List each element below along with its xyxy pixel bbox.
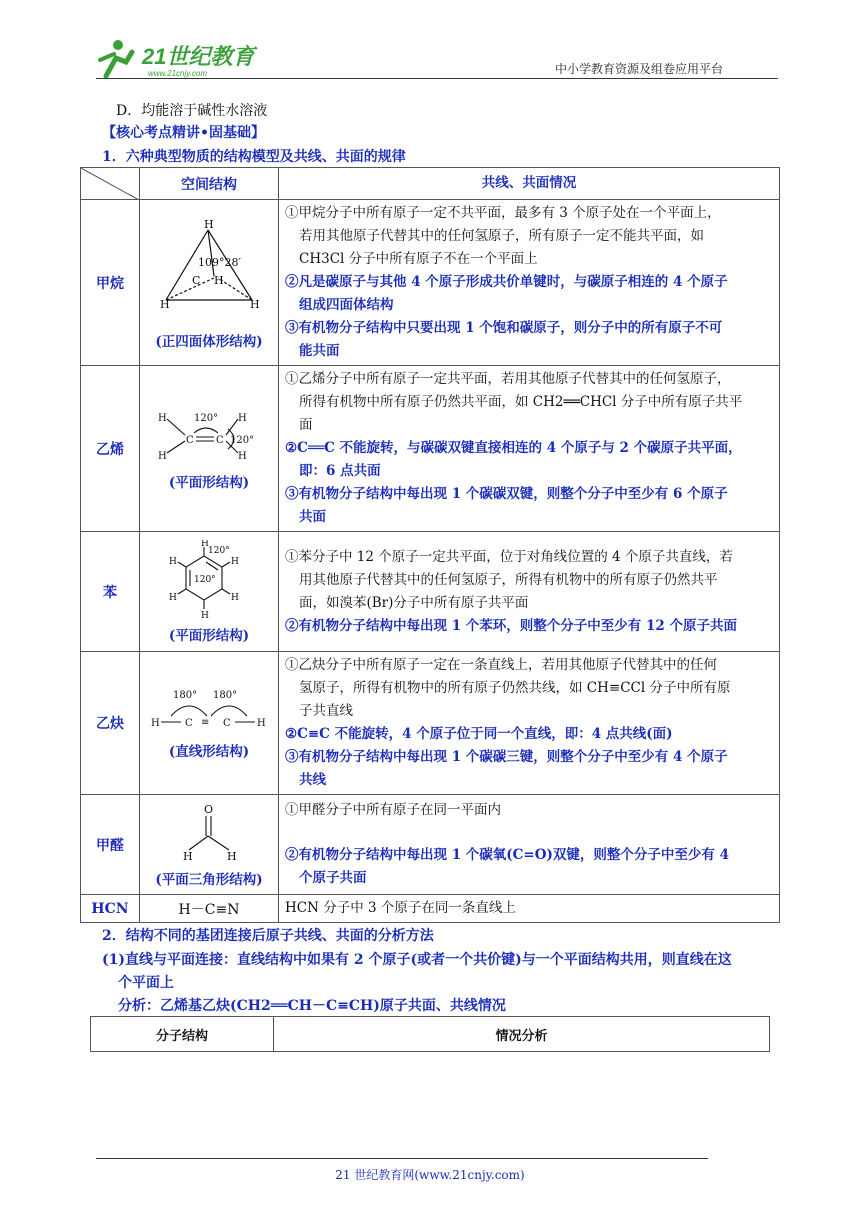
header-platform-text: 中小学教育资源及组卷应用平台 xyxy=(555,62,724,76)
col-rule-header: 共线、共面情况 xyxy=(279,168,780,200)
acetylene-angle-2: 180° xyxy=(213,690,238,701)
ethylene-diagram xyxy=(154,407,264,467)
benzene-structure xyxy=(140,532,279,652)
rule-line: ②凡是碳原子与其他 4 个原子形成共价单键时，与碳原子相连的 4 个原子 xyxy=(285,274,728,290)
col-analysis: 情况分析 xyxy=(274,1017,770,1052)
rule-line: ②C══C 不能旋转，与碳碳双键直接相连的 4 个原子与 2 个碳原子共平面， xyxy=(285,440,742,456)
row-caption: (直线形结构) xyxy=(168,744,250,760)
rule-line: 个原子共面 xyxy=(299,870,367,886)
svg-text:H: H xyxy=(169,592,177,603)
analysis-table xyxy=(90,1016,770,1052)
row-name: 苯 xyxy=(81,532,140,652)
benzene-angle-2: 120° xyxy=(194,574,216,585)
corner-cell xyxy=(81,168,140,200)
rule-line: 共线 xyxy=(299,772,326,788)
svg-text:H: H xyxy=(257,718,266,729)
svg-text:21世纪教育: 21世纪教育 xyxy=(142,44,255,69)
col-molecule-structure: 分子结构 xyxy=(91,1017,274,1052)
footer-text: 21 世纪教育网(www.21cnjy.com) xyxy=(335,1168,525,1182)
svg-text:O: O xyxy=(204,802,214,816)
svg-text:H: H xyxy=(183,849,193,863)
svg-text:H: H xyxy=(250,297,260,311)
acetylene-diagram xyxy=(149,686,269,736)
svg-text:H: H xyxy=(158,450,167,462)
methane-structure xyxy=(140,200,279,366)
paragraph-2: 分析：乙烯基乙炔(CH2══CH－C≡CH)原子共面、共线情况 xyxy=(118,998,506,1014)
table-row xyxy=(81,895,780,923)
acetylene-structure xyxy=(140,652,279,795)
svg-text:≡: ≡ xyxy=(201,717,210,728)
ethylene-angle-1: 120° xyxy=(194,412,219,424)
methane-diagram xyxy=(154,216,264,326)
rule-line: 能共面 xyxy=(299,343,340,359)
ethylene-structure xyxy=(140,366,279,532)
row-caption: (平面三角形结构) xyxy=(155,871,263,888)
rule-line: 即：6 点共面 xyxy=(299,463,381,479)
option-d: D．均能溶于碱性水溶液 xyxy=(116,103,268,119)
site-logo xyxy=(96,36,266,80)
table-row xyxy=(81,795,780,895)
row-rules xyxy=(279,200,780,366)
methane-angle: 109°28′ xyxy=(198,255,241,269)
rule-line: ③有机物分子结构中只要出现 1 个饱和碳原子，则分子中的所有原子不可 xyxy=(285,320,723,336)
row-name: 甲醛 xyxy=(81,795,140,895)
acetylene-angle-1: 180° xyxy=(173,690,198,701)
svg-text:H: H xyxy=(201,610,209,620)
svg-text:H: H xyxy=(204,217,214,231)
section-title: 【核心考点精讲•固基础】 xyxy=(102,125,265,141)
svg-text:C: C xyxy=(185,718,193,729)
rule-line: CH3Cl 分子中所有原子不在一个平面上 xyxy=(299,251,538,267)
svg-text:H: H xyxy=(169,556,177,567)
rule-line: ①甲烷分子中所有原子一定不共平面，最多有 3 个原子处在一个平面上， xyxy=(285,205,721,221)
table-row xyxy=(81,366,780,532)
rule-line: 面 xyxy=(299,417,313,433)
svg-text:H: H xyxy=(227,849,237,863)
rule-line: ②有机物分子结构中每出现 1 个碳氧(C=O)双键，则整个分子中至少有 4 xyxy=(285,847,729,863)
svg-text:www.21cnjy.com: www.21cnjy.com xyxy=(148,69,207,78)
svg-text:H: H xyxy=(151,718,160,729)
hcn-structure: H－C≡N xyxy=(140,895,279,923)
row-caption: (平面形结构) xyxy=(168,627,250,644)
row-caption: (正四面体形结构) xyxy=(155,333,263,350)
table-row xyxy=(81,200,780,366)
structure-table xyxy=(80,167,780,923)
rule-line: ①苯分子中 12 个原子一定共平面，位于对角线位置的 4 个原子共直线，若 xyxy=(285,548,733,565)
footer-divider xyxy=(96,1158,708,1159)
rule-line: ①乙烯分子中所有原子一定共平面，若用其他原子代替其中的任何氢原子， xyxy=(285,371,731,387)
header-divider xyxy=(96,78,778,79)
row-rules xyxy=(279,795,780,895)
svg-text:C: C xyxy=(186,434,194,446)
rule-line: 子共直线 xyxy=(299,703,353,719)
table-row xyxy=(81,652,780,795)
row-rules xyxy=(279,895,780,923)
table-row xyxy=(81,532,780,652)
rule-line: 所得有机物中所有原子仍然共平面，如 CH2══CHCl 分子中所有原子共平 xyxy=(299,394,743,410)
rule-line: ②有机物分子结构中每出现 1 个苯环，则整个分子中至少有 12 个原子共面 xyxy=(285,617,737,634)
rule-line: ①甲醛分子中所有原子在同一平面内 xyxy=(285,802,501,818)
row-name: 甲烷 xyxy=(81,200,140,366)
formaldehyde-structure xyxy=(140,795,279,895)
rule-line: 共面 xyxy=(299,509,326,525)
svg-text:H: H xyxy=(201,539,209,549)
rule-line: 若用其他原子代替其中的任何氢原子，所有原子一定不能共平面，如 xyxy=(299,228,704,244)
svg-text:C: C xyxy=(192,273,201,287)
svg-text:H: H xyxy=(231,556,239,567)
rule-line: ③有机物分子结构中每出现 1 个碳碳双键，则整个分子中至少有 6 个原子 xyxy=(285,486,728,502)
svg-text:H: H xyxy=(160,297,170,311)
svg-text:H: H xyxy=(214,273,224,287)
paragraph-1b: 个平面上 xyxy=(118,975,174,991)
col-struct-header: 空间结构 xyxy=(140,168,279,200)
row-caption: (平面形结构) xyxy=(168,474,250,491)
row-rules xyxy=(279,532,780,652)
rule-line: HCN 分子中 3 个原子在同一条直线上 xyxy=(285,900,516,916)
heading-2: 2．结构不同的基团连接后原子共线、共面的分析方法 xyxy=(102,928,434,944)
svg-text:H: H xyxy=(238,412,247,424)
rule-line: 组成四面体结构 xyxy=(299,297,394,313)
row-name: HCN xyxy=(81,895,140,923)
table-header-row xyxy=(81,168,780,200)
rule-line: ③有机物分子结构中每出现 1 个碳碳三键，则整个分子中至少有 4 个原子 xyxy=(285,749,728,765)
benzene-diagram xyxy=(164,540,254,620)
row-name: 乙烯 xyxy=(81,366,140,532)
svg-text:C: C xyxy=(223,718,231,729)
svg-text:C: C xyxy=(216,434,224,446)
rule-line: 面，如溴苯(Br)分子中所有原子共平面 xyxy=(299,594,529,611)
ethylene-angle-2: 120° xyxy=(230,434,255,446)
rule-line: 用其他原子代替其中的任何氢原子，所得有机物中的所有原子仍然共平 xyxy=(299,571,718,588)
rule-line: ①乙炔分子中所有原子一定在一条直线上，若用其他原子代替其中的任何 xyxy=(285,657,717,673)
svg-text:H: H xyxy=(158,412,167,424)
svg-text:H: H xyxy=(238,450,247,462)
paragraph-1a: (1)直线与平面连接：直线结构中如果有 2 个原子(或者一个共价键)与一个平面结构共用，则直线在这 xyxy=(102,952,732,968)
rule-line: 氢原子，所得有机物中的所有原子仍然共线，如 CH≡CCl 分子中所有原 xyxy=(299,680,731,696)
svg-text:H: H xyxy=(231,592,239,603)
row-rules xyxy=(279,652,780,795)
heading-1: 1．六种典型物质的结构模型及共线、共面的规律 xyxy=(102,149,406,165)
rule-line: ②C≡C 不能旋转，4 个原子位于同一个直线，即：4 点共线(面) xyxy=(285,726,673,742)
row-name: 乙炔 xyxy=(81,652,140,795)
row-rules xyxy=(279,366,780,532)
benzene-angle-1: 120° xyxy=(208,545,230,556)
formaldehyde-diagram xyxy=(169,802,249,864)
